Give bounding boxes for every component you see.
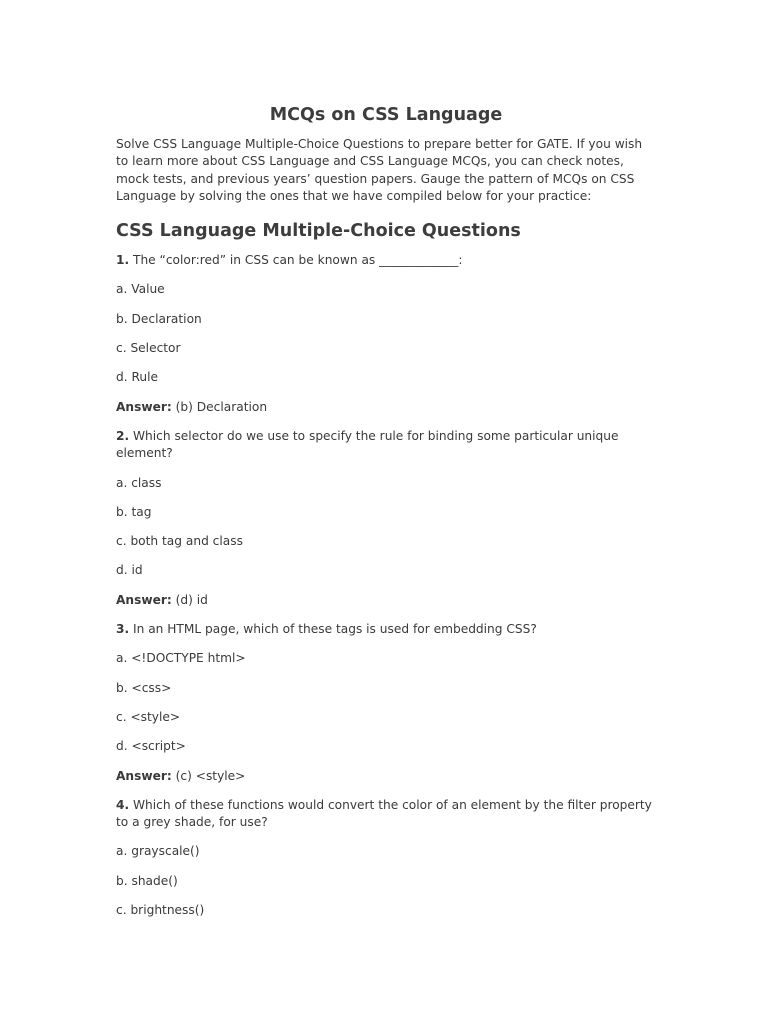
option-b: b. shade()	[116, 873, 178, 888]
option-d: d. id	[116, 563, 143, 578]
question-stem: Which of these functions would convert the color of an element by the filter property to a grey shade, for use?	[116, 797, 652, 830]
option-c: c. <style>	[116, 709, 181, 724]
question-4	[116, 797, 656, 919]
option-a: a. <!DOCTYPE html>	[116, 651, 246, 666]
option-b: b. Declaration	[116, 311, 202, 326]
question-number: 4.	[116, 797, 130, 812]
option-b: b. tag	[116, 504, 152, 519]
question-1	[116, 252, 656, 416]
question-text	[116, 797, 656, 832]
option-d: d. Rule	[116, 370, 159, 385]
question-number: 3.	[116, 622, 130, 637]
question-text	[116, 621, 656, 638]
question-number: 1.	[116, 253, 130, 268]
question-3	[116, 621, 656, 785]
question-stem: Which selector do we use to specify the rule for binding some particular unique element?	[116, 428, 619, 461]
question-stem: In an HTML page, which of these tags is used for embedding CSS?	[133, 622, 537, 637]
answer-value: (b) Declaration	[175, 399, 268, 414]
document-page	[116, 101, 656, 919]
answer-line	[116, 768, 656, 785]
answer-label: Answer:	[116, 399, 172, 414]
page-title: MCQs on CSS Language	[269, 105, 503, 125]
option-a: a. Value	[116, 282, 165, 297]
answer-label: Answer:	[116, 592, 172, 607]
answer-line	[116, 399, 656, 416]
question-text	[116, 252, 656, 269]
option-d: d. <script>	[116, 739, 186, 754]
option-b: b. <css>	[116, 680, 172, 695]
question-number: 2.	[116, 428, 130, 443]
answer-line	[116, 592, 656, 609]
option-c: c. brightness()	[116, 903, 205, 918]
option-c: c. both tag and class	[116, 534, 243, 549]
section-heading: CSS Language Multiple-Choice Questions	[116, 221, 521, 242]
answer-label: Answer:	[116, 768, 172, 783]
option-a: a. class	[116, 475, 162, 490]
answer-value: (c) <style>	[175, 768, 246, 783]
question-2	[116, 428, 656, 609]
option-a: a. grayscale()	[116, 844, 200, 859]
option-c: c. Selector	[116, 341, 181, 356]
question-text	[116, 428, 656, 463]
question-stem: The “color:red” in CSS can be known as _____________:	[133, 253, 463, 268]
answer-value: (d) id	[175, 592, 208, 607]
intro-paragraph: Solve CSS Language Multiple-Choice Questions to prepare better for GATE. If you wish to learn more about CSS Language and CSS Language MCQs, you can check notes, mock tests, and previous years’ question papers. Gauge the pattern of MCQs on CSS Language by solving the ones that we have compiled below for your practice:	[116, 137, 643, 203]
